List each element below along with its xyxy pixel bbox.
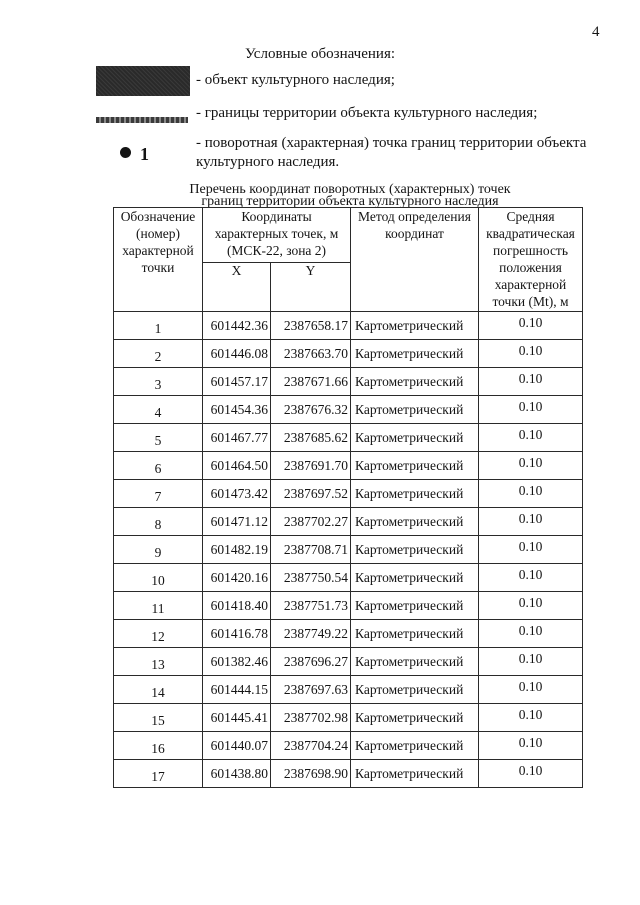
header-method-line: координат: [385, 226, 444, 241]
point-number-cell: 15: [114, 704, 203, 732]
point-number-cell: 3: [114, 368, 203, 396]
method-cell: Картометрический: [351, 480, 479, 508]
y-coordinate-cell: 2387750.54: [271, 564, 351, 592]
x-coordinate-cell: 601446.08: [203, 340, 271, 368]
x-coordinate-cell: 601445.41: [203, 704, 271, 732]
y-coordinate-cell: 2387697.52: [271, 480, 351, 508]
table-row: [114, 312, 583, 340]
error-cell: 0.10: [479, 312, 583, 340]
x-coordinate-cell: 601471.12: [203, 508, 271, 536]
header-error: [479, 208, 583, 312]
table-row: [114, 340, 583, 368]
error-cell: 0.10: [479, 424, 583, 452]
error-cell: 0.10: [479, 396, 583, 424]
header-error-line: Средняя: [506, 209, 555, 224]
x-coordinate-cell: 601416.78: [203, 620, 271, 648]
legend-title: Условные обозначения:: [244, 46, 396, 62]
y-coordinate-cell: 2387702.98: [271, 704, 351, 732]
table-row: [114, 536, 583, 564]
y-coordinate-cell: 2387658.17: [271, 312, 351, 340]
x-coordinate-cell: 601482.19: [203, 536, 271, 564]
legend-point-text-line2: культурного наследия.: [196, 154, 340, 170]
method-cell: Картометрический: [351, 340, 479, 368]
error-cell: 0.10: [479, 732, 583, 760]
point-number-cell: 16: [114, 732, 203, 760]
x-coordinate-cell: 601444.15: [203, 676, 271, 704]
method-cell: Картометрический: [351, 760, 479, 788]
point-number-cell: 7: [114, 480, 203, 508]
table-row: [114, 396, 583, 424]
legend-point-text-line1: - поворотная (характерная) точка границ территории объекта: [196, 135, 587, 151]
point-number-cell: 8: [114, 508, 203, 536]
method-cell: Картометрический: [351, 732, 479, 760]
error-cell: 0.10: [479, 340, 583, 368]
header-designation-line: Обозначение: [120, 209, 196, 224]
x-coordinate-cell: 601467.77: [203, 424, 271, 452]
method-cell: Картометрический: [351, 508, 479, 536]
legend-point-text: [196, 134, 616, 172]
table-title-line2: границ территории объекта культурного наследия: [201, 194, 499, 209]
point-number-cell: 6: [114, 452, 203, 480]
header-x: X: [203, 263, 271, 312]
header-error-line: квадратическая: [486, 226, 575, 241]
header-method: [351, 208, 479, 312]
legend-heritage-text: - объект культурного наследия;: [196, 72, 395, 88]
table-row: [114, 676, 583, 704]
page-number: 4: [592, 24, 600, 40]
x-coordinate-cell: 601473.42: [203, 480, 271, 508]
method-cell: Картометрический: [351, 536, 479, 564]
table-title-line1: Перечень координат поворотных (характерных) точек: [189, 182, 511, 197]
method-cell: Картометрический: [351, 396, 479, 424]
error-cell: 0.10: [479, 676, 583, 704]
heritage-object-swatch-icon: [96, 66, 190, 96]
error-cell: 0.10: [479, 620, 583, 648]
method-cell: Картометрический: [351, 424, 479, 452]
y-coordinate-cell: 2387685.62: [271, 424, 351, 452]
point-number-cell: 14: [114, 676, 203, 704]
y-coordinate-cell: 2387751.73: [271, 592, 351, 620]
turning-point-marker-label: 1: [140, 144, 149, 164]
y-coordinate-cell: 2387749.22: [271, 620, 351, 648]
table-row: [114, 648, 583, 676]
boundary-line-swatch-icon: [96, 117, 188, 123]
table-row: [114, 480, 583, 508]
method-cell: Картометрический: [351, 648, 479, 676]
table-row: [114, 760, 583, 788]
table-row: [114, 424, 583, 452]
header-coordinates-line: Координаты: [241, 209, 312, 224]
error-cell: 0.10: [479, 592, 583, 620]
y-coordinate-cell: 2387676.32: [271, 396, 351, 424]
header-error-line: погрешность: [492, 243, 568, 258]
error-cell: 0.10: [479, 564, 583, 592]
header-coordinates-line: (МСК-22, зона 2): [226, 243, 327, 258]
y-coordinate-cell: 2387663.70: [271, 340, 351, 368]
y-coordinate-cell: 2387696.27: [271, 648, 351, 676]
x-coordinate-cell: 601420.16: [203, 564, 271, 592]
table-row: [114, 732, 583, 760]
x-coordinate-cell: 601457.17: [203, 368, 271, 396]
error-cell: 0.10: [479, 452, 583, 480]
y-coordinate-cell: 2387698.90: [271, 760, 351, 788]
point-number-cell: 11: [114, 592, 203, 620]
method-cell: Картометрический: [351, 592, 479, 620]
method-cell: Картометрический: [351, 368, 479, 396]
header-designation-line: точки: [141, 260, 175, 275]
point-number-cell: 17: [114, 760, 203, 788]
point-number-cell: 2: [114, 340, 203, 368]
coordinates-table: [113, 207, 583, 788]
point-number-cell: 9: [114, 536, 203, 564]
error-cell: 0.10: [479, 536, 583, 564]
y-coordinate-cell: 2387702.27: [271, 508, 351, 536]
x-coordinate-cell: 601442.36: [203, 312, 271, 340]
point-number-cell: 10: [114, 564, 203, 592]
header-coordinates: [203, 208, 351, 263]
header-error-line: положения: [499, 260, 562, 275]
y-coordinate-cell: 2387697.63: [271, 676, 351, 704]
error-cell: 0.10: [479, 368, 583, 396]
table-row: [114, 508, 583, 536]
x-coordinate-cell: 601440.07: [203, 732, 271, 760]
header-error-line: точки (Mt), м: [492, 294, 569, 309]
method-cell: Картометрический: [351, 312, 479, 340]
y-coordinate-cell: 2387708.71: [271, 536, 351, 564]
method-cell: Картометрический: [351, 620, 479, 648]
y-coordinate-cell: 2387671.66: [271, 368, 351, 396]
table-row: [114, 592, 583, 620]
method-cell: Картометрический: [351, 704, 479, 732]
x-coordinate-cell: 601382.46: [203, 648, 271, 676]
point-number-cell: 13: [114, 648, 203, 676]
header-designation-line: характерной: [122, 243, 194, 258]
header-method-line: Метод определения: [358, 209, 471, 224]
header-designation: [114, 208, 203, 312]
point-number-cell: 5: [114, 424, 203, 452]
error-cell: 0.10: [479, 704, 583, 732]
error-cell: 0.10: [479, 760, 583, 788]
method-cell: Картометрический: [351, 452, 479, 480]
table-row: [114, 368, 583, 396]
method-cell: Картометрический: [351, 676, 479, 704]
point-number-cell: 4: [114, 396, 203, 424]
legend-boundary-text: - границы территории объекта культурного наследия;: [196, 105, 538, 121]
header-error-line: характерной: [494, 277, 567, 292]
error-cell: 0.10: [479, 648, 583, 676]
table-row: [114, 452, 583, 480]
y-coordinate-cell: 2387691.70: [271, 452, 351, 480]
x-coordinate-cell: 601454.36: [203, 396, 271, 424]
turning-point-marker-icon: [120, 147, 131, 158]
header-coordinates-line: характерных точек, м: [214, 226, 339, 241]
x-coordinate-cell: 601464.50: [203, 452, 271, 480]
table-row: [114, 704, 583, 732]
error-cell: 0.10: [479, 480, 583, 508]
header-designation-line: (номер): [136, 226, 180, 241]
x-coordinate-cell: 601438.80: [203, 760, 271, 788]
table-row: [114, 564, 583, 592]
x-coordinate-cell: 601418.40: [203, 592, 271, 620]
point-number-cell: 1: [114, 312, 203, 340]
y-coordinate-cell: 2387704.24: [271, 732, 351, 760]
error-cell: 0.10: [479, 508, 583, 536]
table-row: [114, 620, 583, 648]
method-cell: Картометрический: [351, 564, 479, 592]
header-y: Y: [271, 263, 351, 312]
point-number-cell: 12: [114, 620, 203, 648]
